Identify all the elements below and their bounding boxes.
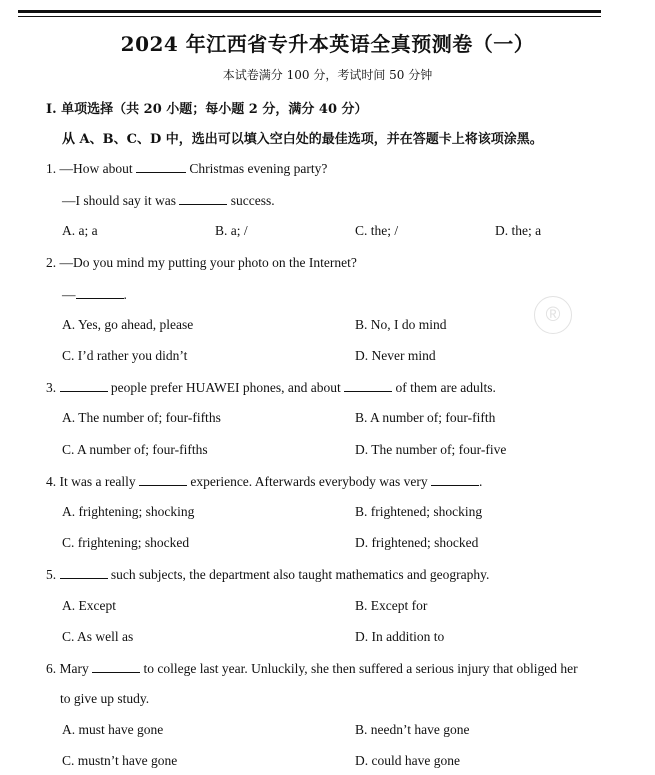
- question-text: success.: [230, 193, 275, 208]
- question-text: It was a really: [59, 474, 136, 489]
- answer-blank: [136, 160, 186, 173]
- option-c: C. the; /: [355, 223, 399, 238]
- question-text: to college last year. Unluckily, she then suffered a serious injury that obliged her: [143, 661, 578, 676]
- question-6-continuation: to give up study.: [60, 691, 150, 706]
- question-text: Christmas evening party?: [189, 161, 328, 176]
- question-text: people prefer HUAWEI phones, and about: [110, 380, 341, 395]
- question-1-reply: [62, 192, 275, 209]
- option-c: C. As well as: [62, 629, 134, 644]
- section-instruction: 从 A、B、C、D 中，选出可以填入空白处的最佳选项，并在答题卡上将该项涂黑。: [62, 132, 543, 147]
- question-number: 5.: [46, 567, 57, 582]
- option-b: B. A number of; four-fifth: [355, 410, 496, 425]
- answer-blank: [179, 192, 227, 205]
- question-1: [46, 160, 327, 177]
- option-b: B. No, I do mind: [355, 317, 447, 332]
- option-b: B. a; /: [215, 223, 248, 238]
- section-title: I. 单项选择（共 20 小题；每小题 2 分，满分 40 分）: [46, 102, 368, 117]
- option-b: B. frightened; shocking: [355, 504, 483, 519]
- header-rule-thin: [18, 16, 601, 17]
- option-d: D. frightened; shocked: [355, 535, 479, 550]
- question-text: Mary: [59, 661, 89, 676]
- question-text: —Do you mind my putting your photo on the Internet?: [59, 255, 357, 270]
- question-number: 1.: [46, 161, 57, 176]
- question-5: [46, 566, 489, 583]
- option-a: A. Yes, go ahead, please: [62, 317, 194, 332]
- question-text: —: [62, 287, 76, 302]
- answer-blank: [431, 473, 479, 486]
- question-text: —How about: [59, 161, 133, 176]
- option-d: D. the; a: [495, 223, 542, 238]
- registered-watermark-icon: ®: [534, 296, 572, 334]
- option-a: A. Except: [62, 598, 116, 613]
- option-b: B. Except for: [355, 598, 428, 613]
- answer-blank: [139, 473, 187, 486]
- option-d: D. could have gone: [355, 753, 460, 768]
- question-text: —I should say it was: [62, 193, 176, 208]
- option-a: A. must have gone: [62, 722, 164, 737]
- question-text: of them are adults.: [395, 380, 496, 395]
- option-a: A. a; a: [62, 223, 98, 238]
- header-rule-thick: [18, 10, 601, 13]
- option-d: D. Never mind: [355, 348, 436, 363]
- question-number: 2.: [46, 255, 57, 270]
- question-text: experience. Afterwards everybody was very: [190, 474, 428, 489]
- answer-blank: [60, 379, 108, 392]
- option-c: C. A number of; four-fifths: [62, 442, 208, 457]
- option-c: C. frightening; shocked: [62, 535, 190, 550]
- question-6: [46, 660, 578, 677]
- question-text: .: [479, 474, 483, 489]
- option-d: D. The number of; four-five: [355, 442, 507, 457]
- question-number: 6.: [46, 661, 57, 676]
- option-c: C. mustn’t have gone: [62, 753, 178, 768]
- question-3: [46, 379, 496, 396]
- option-c: C. I’d rather you didn’t: [62, 348, 188, 363]
- option-a: A. frightening; shocking: [62, 504, 195, 519]
- option-d: D. In addition to: [355, 629, 445, 644]
- question-2-reply: [62, 286, 127, 303]
- option-a: A. The number of; four-fifths: [62, 410, 221, 425]
- question-text: .: [123, 287, 127, 302]
- question-number: 4.: [46, 474, 57, 489]
- answer-blank: [76, 286, 124, 299]
- question-4: [46, 473, 482, 490]
- question-number: 3.: [46, 380, 57, 395]
- answer-blank: [60, 566, 108, 579]
- question-text: such subjects, the department also taught mathematics and geography.: [110, 567, 490, 582]
- answer-blank: [344, 379, 392, 392]
- answer-blank: [92, 660, 140, 673]
- option-b: B. needn’t have gone: [355, 722, 470, 737]
- question-2: [46, 255, 357, 271]
- exam-title: 2024 年江西省专升本英语全真预测卷（一）: [120, 32, 535, 56]
- exam-subtitle: 本试卷满分 100 分，考试时间 50 分钟: [222, 68, 433, 82]
